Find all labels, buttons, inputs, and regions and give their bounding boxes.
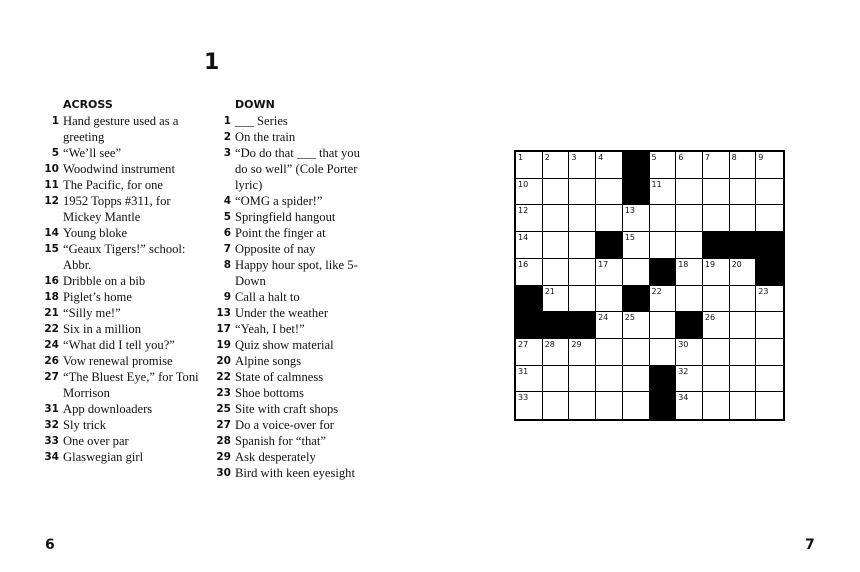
cell-number: 33 bbox=[518, 393, 529, 403]
down-clue bbox=[212, 433, 362, 449]
clue-number: 29 bbox=[216, 451, 231, 463]
across-clues bbox=[40, 97, 200, 465]
cell-number: 27 bbox=[518, 339, 529, 349]
grid-cell[interactable] bbox=[703, 205, 730, 232]
grid-cell[interactable] bbox=[756, 179, 783, 206]
down-clue bbox=[212, 401, 362, 417]
grid-cell[interactable] bbox=[623, 366, 650, 393]
clue-number: 11 bbox=[44, 179, 59, 191]
cell-number: 22 bbox=[651, 286, 662, 296]
grid-cell[interactable] bbox=[569, 205, 596, 232]
clue-text: ___ Series bbox=[235, 114, 288, 128]
grid-block bbox=[650, 392, 677, 419]
clue-number: 1 bbox=[223, 115, 231, 127]
clue-number: 33 bbox=[44, 435, 59, 447]
clue-text: Sly trick bbox=[63, 418, 107, 432]
grid-cell[interactable] bbox=[623, 259, 650, 286]
clue-number: 16 bbox=[44, 275, 59, 287]
clue-text: Dribble on a bib bbox=[63, 274, 146, 288]
grid-cell[interactable] bbox=[543, 179, 570, 206]
clue-text: Bird with keen eyesight bbox=[235, 466, 355, 480]
grid-cell[interactable] bbox=[516, 205, 543, 232]
clue-number: 18 bbox=[44, 291, 59, 303]
down-clue bbox=[212, 305, 362, 321]
grid-block bbox=[650, 259, 677, 286]
grid-cell[interactable] bbox=[730, 259, 757, 286]
grid-block bbox=[569, 312, 596, 339]
grid-cell[interactable] bbox=[596, 339, 623, 366]
clue-text: Opposite of nay bbox=[235, 242, 316, 256]
clue-number: 30 bbox=[216, 467, 231, 479]
cell-number: 15 bbox=[624, 233, 635, 243]
grid-cell[interactable] bbox=[756, 366, 783, 393]
across-clue bbox=[40, 289, 200, 305]
grid-cell[interactable] bbox=[756, 312, 783, 339]
cell-number: 10 bbox=[518, 179, 529, 189]
clue-text: Happy hour spot, like 5-Down bbox=[235, 258, 358, 288]
grid-cell[interactable] bbox=[569, 232, 596, 259]
down-clue bbox=[212, 321, 362, 337]
cell-number: 26 bbox=[704, 313, 716, 323]
cell-number: 3 bbox=[571, 153, 577, 162]
grid-block bbox=[516, 312, 543, 339]
grid-cell[interactable] bbox=[543, 259, 570, 286]
across-clue bbox=[40, 449, 200, 465]
grid-cell[interactable] bbox=[703, 366, 730, 393]
clue-text: “OMG a spider!” bbox=[235, 194, 323, 208]
clue-text: 1952 Topps #311, for Mickey Mantle bbox=[63, 194, 171, 224]
cell-number: 29 bbox=[571, 339, 582, 349]
grid-cell[interactable] bbox=[703, 152, 730, 179]
clue-number: 27 bbox=[44, 371, 59, 383]
grid-cell[interactable] bbox=[650, 339, 677, 366]
clue-number: 2 bbox=[223, 131, 231, 143]
page-number-right: 7 bbox=[805, 537, 815, 553]
grid-cell[interactable] bbox=[650, 312, 677, 339]
clue-text: “We’ll see” bbox=[63, 146, 122, 160]
grid-cell[interactable] bbox=[543, 339, 570, 366]
grid-cell[interactable] bbox=[676, 152, 703, 179]
down-clue bbox=[212, 193, 362, 209]
cell-number: 1 bbox=[518, 153, 524, 162]
down-clue bbox=[212, 353, 362, 369]
grid-block bbox=[703, 232, 730, 259]
clue-text: Do a voice-over for bbox=[235, 418, 334, 432]
grid-cell[interactable] bbox=[730, 286, 757, 313]
grid-cell[interactable] bbox=[756, 152, 783, 179]
clue-text: Spanish for “that” bbox=[235, 434, 326, 448]
grid-cell[interactable] bbox=[543, 205, 570, 232]
grid-cell[interactable] bbox=[730, 152, 757, 179]
down-clue bbox=[212, 369, 362, 385]
clue-number: 24 bbox=[44, 339, 59, 351]
cell-number: 13 bbox=[624, 206, 635, 216]
cell-number: 34 bbox=[678, 393, 689, 403]
grid-cell[interactable] bbox=[650, 152, 677, 179]
down-clue bbox=[212, 129, 362, 145]
grid-cell[interactable] bbox=[543, 286, 570, 313]
clue-number: 28 bbox=[216, 435, 231, 447]
cell-number: 21 bbox=[544, 286, 555, 296]
grid-cell[interactable] bbox=[596, 152, 623, 179]
clue-text: Vow renewal promise bbox=[63, 354, 173, 368]
grid-cell[interactable] bbox=[703, 312, 730, 339]
clue-text: “The Bluest Eye,” for Toni Morrison bbox=[63, 370, 199, 400]
grid-cell[interactable] bbox=[596, 179, 623, 206]
grid-cell[interactable] bbox=[703, 179, 730, 206]
clue-text: “Yeah, I bet!” bbox=[235, 322, 305, 336]
grid-cell[interactable] bbox=[623, 312, 650, 339]
down-clue bbox=[212, 417, 362, 433]
grid-cell[interactable] bbox=[569, 259, 596, 286]
grid-cell[interactable] bbox=[569, 152, 596, 179]
down-clue bbox=[212, 337, 362, 353]
across-clue bbox=[40, 337, 200, 353]
grid-cell[interactable] bbox=[569, 366, 596, 393]
down-clue bbox=[212, 145, 362, 193]
clue-text: Call a halt to bbox=[235, 290, 300, 304]
across-clue bbox=[40, 305, 200, 321]
clue-number: 21 bbox=[44, 307, 59, 319]
grid-cell[interactable] bbox=[623, 232, 650, 259]
clue-number: 31 bbox=[44, 403, 59, 415]
grid-cell[interactable] bbox=[730, 312, 757, 339]
cell-number: 32 bbox=[678, 366, 689, 376]
grid-cell[interactable] bbox=[516, 259, 543, 286]
clue-text: Six in a million bbox=[63, 322, 142, 336]
grid-cell[interactable] bbox=[703, 339, 730, 366]
grid-block bbox=[756, 232, 783, 259]
page-number-left: 6 bbox=[45, 537, 55, 553]
grid-cell[interactable] bbox=[730, 179, 757, 206]
down-clue bbox=[212, 209, 362, 225]
grid-cell[interactable] bbox=[569, 286, 596, 313]
grid-cell[interactable] bbox=[676, 366, 703, 393]
grid-cell[interactable] bbox=[516, 179, 543, 206]
clue-number: 34 bbox=[44, 451, 59, 463]
grid-cell[interactable] bbox=[596, 392, 623, 419]
grid-cell[interactable] bbox=[703, 392, 730, 419]
down-header: DOWN bbox=[235, 98, 275, 111]
down-clue bbox=[212, 241, 362, 257]
grid-cell[interactable] bbox=[703, 286, 730, 313]
clue-number: 25 bbox=[216, 403, 231, 415]
clue-number: 27 bbox=[216, 419, 231, 431]
cell-number: 17 bbox=[598, 259, 609, 269]
clue-number: 22 bbox=[44, 323, 59, 335]
grid-cell[interactable] bbox=[543, 366, 570, 393]
cell-number: 8 bbox=[731, 153, 737, 162]
down-clue bbox=[212, 257, 362, 289]
grid-cell[interactable] bbox=[730, 205, 757, 232]
grid-cell[interactable] bbox=[543, 392, 570, 419]
grid-cell[interactable] bbox=[650, 205, 677, 232]
grid-cell[interactable] bbox=[756, 392, 783, 419]
across-clue bbox=[40, 369, 200, 401]
grid-cell[interactable] bbox=[730, 339, 757, 366]
grid-cell[interactable] bbox=[569, 339, 596, 366]
grid-cell[interactable] bbox=[596, 205, 623, 232]
clue-number: 32 bbox=[44, 419, 59, 431]
cell-number: 4 bbox=[598, 153, 604, 162]
clue-number: 1 bbox=[51, 115, 59, 127]
clue-number: 22 bbox=[216, 371, 231, 383]
grid-cell[interactable] bbox=[516, 232, 543, 259]
clue-number: 12 bbox=[44, 195, 59, 207]
grid-cell[interactable] bbox=[730, 392, 757, 419]
across-clue bbox=[40, 417, 200, 433]
clue-text: Shoe bottoms bbox=[235, 386, 304, 400]
grid-cell[interactable] bbox=[596, 259, 623, 286]
down-clue bbox=[212, 385, 362, 401]
across-clue-list bbox=[40, 113, 200, 465]
grid-block bbox=[543, 312, 570, 339]
across-clue bbox=[40, 401, 200, 417]
clue-text: App downloaders bbox=[63, 402, 153, 416]
across-clue bbox=[40, 161, 200, 177]
grid-cell[interactable] bbox=[676, 232, 703, 259]
grid-cell[interactable] bbox=[650, 286, 677, 313]
grid-block bbox=[730, 232, 757, 259]
grid-block bbox=[756, 259, 783, 286]
grid-cell[interactable] bbox=[650, 179, 677, 206]
clue-number: 14 bbox=[44, 227, 59, 239]
grid-block bbox=[623, 286, 650, 313]
down-clues bbox=[212, 97, 362, 481]
down-clue bbox=[212, 465, 362, 481]
cell-number: 12 bbox=[518, 206, 529, 216]
down-clue bbox=[212, 113, 362, 129]
across-clue bbox=[40, 145, 200, 161]
grid-cell[interactable] bbox=[623, 205, 650, 232]
puzzle-number: 1 bbox=[204, 50, 220, 75]
grid-cell[interactable] bbox=[676, 179, 703, 206]
grid-cell[interactable] bbox=[516, 152, 543, 179]
cell-number: 7 bbox=[704, 153, 710, 162]
grid-block bbox=[676, 312, 703, 339]
grid-block bbox=[516, 286, 543, 313]
grid-cell[interactable] bbox=[596, 286, 623, 313]
clue-number: 19 bbox=[216, 339, 231, 351]
cell-number: 14 bbox=[518, 233, 529, 243]
cell-number: 9 bbox=[758, 153, 764, 162]
clue-text: Springfield hangout bbox=[235, 210, 336, 224]
grid-cell[interactable] bbox=[676, 286, 703, 313]
clue-text: Young bloke bbox=[63, 226, 128, 240]
clue-text: On the train bbox=[235, 130, 296, 144]
clue-text: Quiz show material bbox=[235, 338, 334, 352]
cell-number: 5 bbox=[651, 153, 657, 162]
grid-cell[interactable] bbox=[569, 179, 596, 206]
cell-number: 20 bbox=[731, 259, 742, 269]
grid-cell[interactable] bbox=[623, 392, 650, 419]
grid-block bbox=[623, 152, 650, 179]
clue-number: 15 bbox=[44, 243, 59, 255]
clue-text: “What did I tell you?” bbox=[63, 338, 175, 352]
clue-text: Woodwind instrument bbox=[63, 162, 175, 176]
cell-number: 24 bbox=[598, 313, 609, 323]
clue-number: 13 bbox=[216, 307, 231, 319]
grid-cell[interactable] bbox=[756, 339, 783, 366]
clue-number: 8 bbox=[223, 259, 231, 271]
across-clue bbox=[40, 273, 200, 289]
grid-cell[interactable] bbox=[623, 339, 650, 366]
grid-cell[interactable] bbox=[676, 339, 703, 366]
grid-cell[interactable] bbox=[596, 312, 623, 339]
clue-number: 9 bbox=[223, 291, 231, 303]
across-header: ACROSS bbox=[63, 98, 113, 111]
across-clue bbox=[40, 353, 200, 369]
clue-text: Glaswegian girl bbox=[63, 450, 144, 464]
clue-number: 5 bbox=[223, 211, 231, 223]
clue-text: Hand gesture used as a greeting bbox=[63, 114, 179, 144]
cell-number: 31 bbox=[518, 366, 529, 376]
down-clue bbox=[212, 225, 362, 241]
down-clue bbox=[212, 289, 362, 305]
cell-number: 30 bbox=[678, 339, 689, 349]
grid-cell[interactable] bbox=[676, 205, 703, 232]
clue-text: One over par bbox=[63, 434, 129, 448]
clue-number: 10 bbox=[44, 163, 59, 175]
cell-number: 6 bbox=[678, 153, 684, 162]
clue-text: “Silly me!” bbox=[63, 306, 121, 320]
clue-text: Piglet’s home bbox=[63, 290, 132, 304]
cell-number: 11 bbox=[651, 179, 662, 189]
clue-number: 4 bbox=[223, 195, 231, 207]
grid-cell[interactable] bbox=[516, 366, 543, 393]
clue-number: 20 bbox=[216, 355, 231, 367]
grid-cell[interactable] bbox=[703, 259, 730, 286]
clue-number: 26 bbox=[44, 355, 59, 367]
grid-cell[interactable] bbox=[596, 366, 623, 393]
grid-cell[interactable] bbox=[730, 366, 757, 393]
grid-cell[interactable] bbox=[543, 232, 570, 259]
down-clue-list bbox=[212, 113, 362, 481]
cell-number: 19 bbox=[704, 259, 716, 269]
cell-number: 25 bbox=[624, 313, 635, 323]
across-clue bbox=[40, 433, 200, 449]
grid-cell[interactable] bbox=[516, 392, 543, 419]
cell-number: 28 bbox=[544, 339, 555, 349]
clue-text: “Geaux Tigers!” school: Abbr. bbox=[63, 242, 186, 272]
grid-cell[interactable] bbox=[756, 205, 783, 232]
across-clue bbox=[40, 177, 200, 193]
clue-number: 7 bbox=[223, 243, 231, 255]
clue-text: State of calmness bbox=[235, 370, 324, 384]
grid-cell[interactable] bbox=[650, 232, 677, 259]
grid-cell[interactable] bbox=[676, 259, 703, 286]
clue-number: 17 bbox=[216, 323, 231, 335]
across-clue bbox=[40, 321, 200, 337]
clue-number: 23 bbox=[216, 387, 231, 399]
clue-text: Point the finger at bbox=[235, 226, 326, 240]
grid-cell[interactable] bbox=[676, 392, 703, 419]
cell-number: 2 bbox=[544, 153, 550, 162]
clue-text: The Pacific, for one bbox=[63, 178, 164, 192]
cell-number: 18 bbox=[678, 259, 689, 269]
grid-block bbox=[596, 232, 623, 259]
clue-text: Ask desperately bbox=[235, 450, 316, 464]
down-clue bbox=[212, 449, 362, 465]
across-clue bbox=[40, 113, 200, 145]
clue-number: 6 bbox=[223, 227, 231, 239]
clue-number: 5 bbox=[51, 147, 59, 159]
grid-cell[interactable] bbox=[543, 152, 570, 179]
across-clue bbox=[40, 241, 200, 273]
crossword-grid bbox=[514, 150, 785, 421]
cell-number: 23 bbox=[758, 286, 769, 296]
grid-block bbox=[623, 179, 650, 206]
grid-cell[interactable] bbox=[756, 286, 783, 313]
clue-text: “Do do that ___ that you do so well” (Cole Porter lyric) bbox=[235, 146, 360, 192]
clue-text: Under the weather bbox=[235, 306, 329, 320]
clue-text: Alpine songs bbox=[235, 354, 302, 368]
cell-number: 16 bbox=[518, 259, 529, 269]
grid-cell[interactable] bbox=[516, 339, 543, 366]
grid-block bbox=[650, 366, 677, 393]
grid-cell[interactable] bbox=[569, 392, 596, 419]
clue-text: Site with craft shops bbox=[235, 402, 339, 416]
across-clue bbox=[40, 225, 200, 241]
clue-number: 3 bbox=[223, 147, 231, 159]
across-clue bbox=[40, 193, 200, 225]
